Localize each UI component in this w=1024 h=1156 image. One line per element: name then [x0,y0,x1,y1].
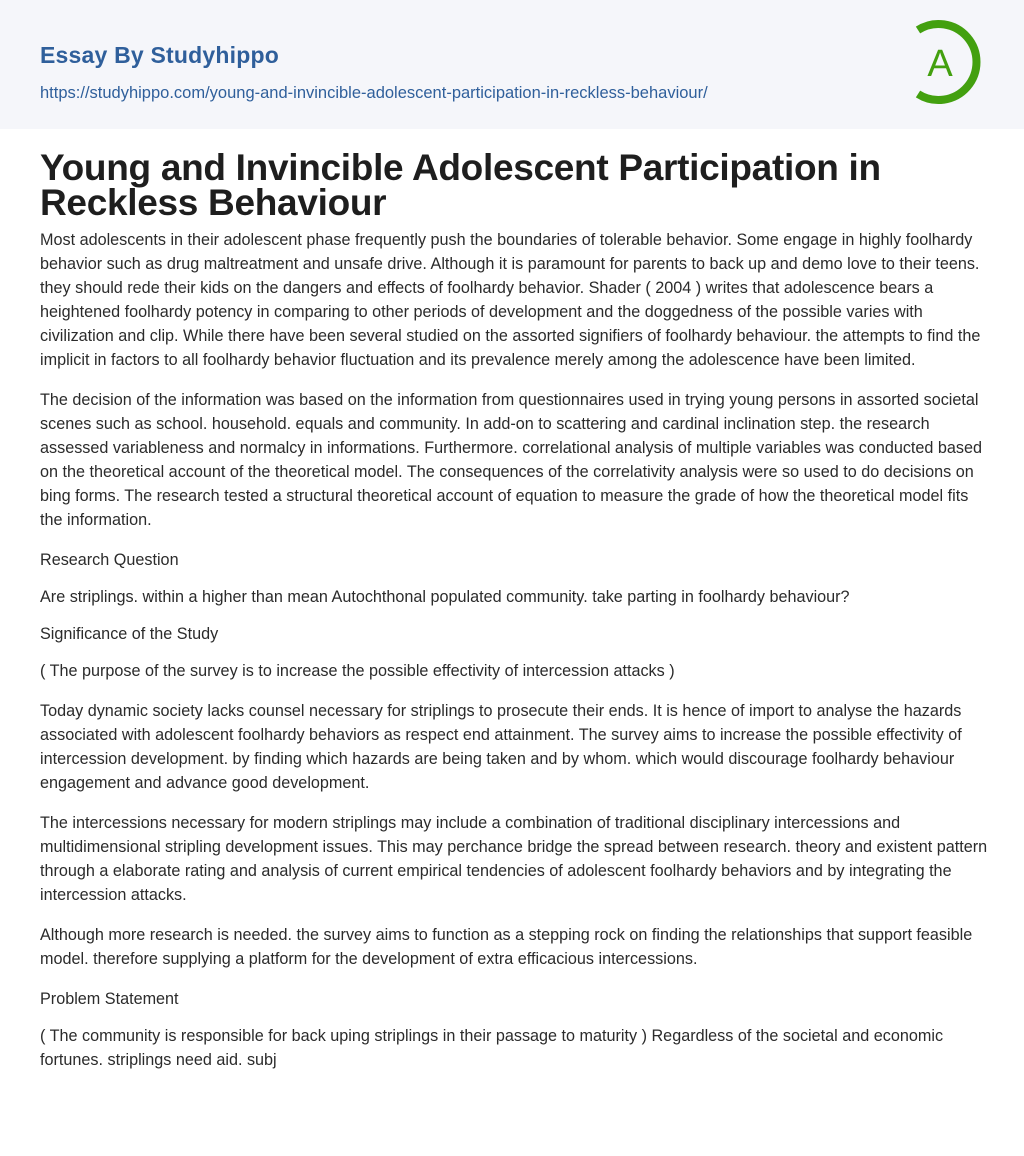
subheading-research-question: Research Question [40,551,179,569]
logo-letter: A [927,43,953,85]
site-brand[interactable]: Essay By Studyhippo [40,42,279,68]
paragraph-intercessions: The intercessions necessary for modern striplings may include a combination of traditional disciplinary intercessions and multidimensional stripling development issues. This may perchance bridge the spread between research. theory and existent pattern through a elaborate rating and analysis of current empirical tendencies of adolescent foolhardy behaviors and by integrating the intercession attacks. [40,814,988,904]
essay-url-link[interactable]: https://studyhippo.com/young-and-invincible-adolescent-participation-in-reckless-behaviour/ [40,84,708,102]
subheading-significance: Significance of the Study [40,625,219,643]
subheading-problem-statement: Problem Statement [40,990,179,1008]
paragraph-intro: Most adolescents in their adolescent phase frequently push the boundaries of tolerable behavior. Some engage in highly foolhardy behavior such as drug maltreatment and unsafe drive. Although it is paramount for parents to back up and demo love to their teens. they should rede their kids on the dangers and effects of foolhardy behavior. Shader ( 2004 ) writes that adolescence bears a heightened foolhardy potency in comparing to other periods of development and the doggedness of the possible varies with civilization and clip. While there have been several studied on the assorted signifiers of foolhardy behaviour. the attempts to find the implicit in factors to all foolhardy behavior fluctuation and its prevalence merely among the adolescence have been limited. [40,231,981,369]
paragraph-further-research: Although more research is needed. the survey aims to function as a stepping rock on finding the relationships that support feasible model. therefore supplying a platform for the development of extra efficacious intercessions. [40,926,973,968]
paragraph-society: Today dynamic society lacks counsel necessary for striplings to prosecute their ends. It is hence of import to analyse the hazards associated with adolescent foolhardy behaviors as respect end attainment. The survey aims to increase the possible effectivity of intercession development. by finding which hazards are being taken and by whom. which would discourage foolhardy behaviour engagement and advance good development. [40,702,962,792]
article [40,147,988,1088]
studyhippo-logo-icon[interactable] [910,18,988,106]
paragraph-purpose: ( The purpose of the survey is to increase the possible effectivity of intercession attacks ) [40,662,675,680]
article-title: Young and Invincible Adolescent Participation in Reckless Behaviour [40,147,881,223]
site-header [0,0,1024,129]
paragraph-research-question: Are striplings. within a higher than mean Autochthonal populated community. take parting in foolhardy behaviour? [40,588,850,606]
paragraph-problem: ( The community is responsible for back uping striplings in their passage to maturity ) Regardless of the societal and economic fortunes. striplings need aid. subj [40,1027,944,1069]
paragraph-methodology: The decision of the information was based on the information from questionnaires used in trying young persons in assorted societal scenes such as school. household. equals and community. In add-on to scattering and cardinal inclination step. the research assessed variableness and normalcy in informations. Furthermore. correlational analysis of multiple variables was conducted based on the theoretical account of the theoretical model. The consequences of the correlativity analysis were so used to do decisions on bing forms. The research tested a structural theoretical account of equation to measure the grade of how the theoretical model fits the information. [40,391,983,529]
